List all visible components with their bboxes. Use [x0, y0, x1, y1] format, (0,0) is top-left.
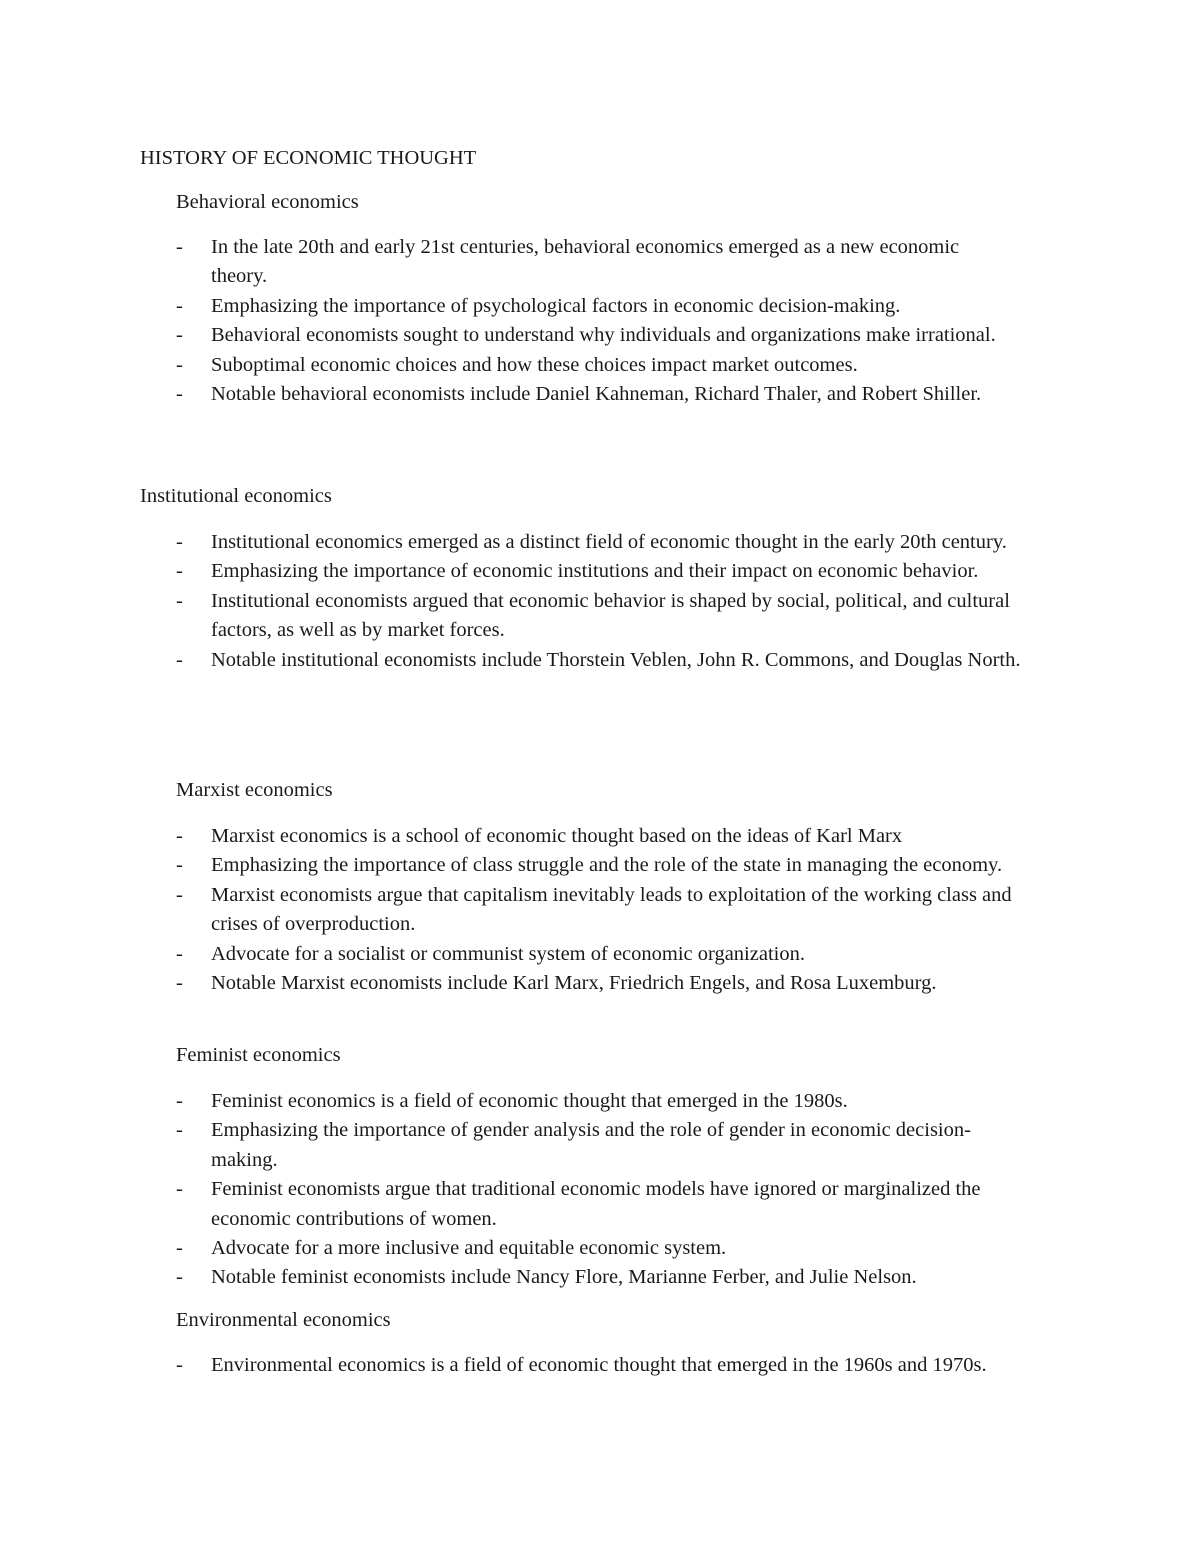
list-item: - Advocate for a more inclusive and equitable economic system. — [176, 1234, 1006, 1263]
list-item: - Feminist economics is a field of economic thought that emerged in the 1980s. — [176, 1087, 1006, 1116]
dash-bullet: - — [176, 294, 183, 317]
bullet-list-behavioral — [176, 233, 1006, 409]
dash-bullet: - — [176, 942, 183, 965]
dash-bullet: - — [176, 1266, 183, 1289]
section-heading-institutional: Institutional economics — [140, 485, 332, 507]
dash-bullet: - — [176, 1178, 183, 1201]
list-item: - Environmental economics is a field of economic thought that emerged in the 1960s and 1970s. — [176, 1351, 1046, 1380]
section-heading-feminist: Feminist economics — [176, 1044, 341, 1066]
list-item: - Notable feminist economists include Nancy Flore, Marianne Ferber, and Julie Nelson. — [176, 1263, 1006, 1292]
list-item: - Marxist economics is a school of economic thought based on the ideas of Karl Marx — [176, 822, 1046, 851]
dash-bullet: - — [176, 825, 183, 847]
dash-bullet: - — [176, 236, 183, 258]
list-item: - Feminist economists argue that traditional economic models have ignored or marginalized the economic contributions of women. — [176, 1175, 1006, 1234]
dash-bullet: - — [176, 589, 183, 612]
dash-bullet: - — [176, 1119, 183, 1142]
list-item: - Notable behavioral economists include Daniel Kahneman, Richard Thaler, and Robert Shiller. — [176, 380, 1006, 409]
list-item: - Emphasizing the importance of economic institutions and their impact on economic behavior. — [176, 557, 1026, 586]
dash-bullet: - — [176, 883, 183, 906]
dash-bullet: - — [176, 972, 183, 995]
bullet-list-marxist — [176, 822, 1046, 998]
list-item: - Marxist economists argue that capitalism inevitably leads to exploitation of the working class and crises of overproduction. — [176, 881, 1046, 940]
document-title: HISTORY OF ECONOMIC THOUGHT — [140, 147, 477, 169]
section-heading-behavioral: Behavioral economics — [176, 191, 359, 213]
dash-bullet: - — [176, 1354, 183, 1376]
dash-bullet: - — [176, 1090, 183, 1112]
list-item: - Notable institutional economists include Thorstein Veblen, John R. Commons, and Douglas North. — [176, 646, 1026, 675]
bullet-list-feminist — [176, 1087, 1006, 1293]
section-heading-environmental: Environmental economics — [176, 1309, 391, 1331]
section-heading-marxist: Marxist economics — [176, 779, 333, 801]
list-item: - Behavioral economists sought to understand why individuals and organizations make irrational. — [176, 321, 1006, 350]
dash-bullet: - — [176, 1237, 183, 1260]
list-item: - Advocate for a socialist or communist system of economic organization. — [176, 940, 1046, 969]
list-item: - Notable Marxist economists include Karl Marx, Friedrich Engels, and Rosa Luxemburg. — [176, 969, 1046, 998]
dash-bullet: - — [176, 531, 183, 553]
list-item: - Suboptimal economic choices and how these choices impact market outcomes. — [176, 351, 1006, 380]
list-item: - Institutional economics emerged as a distinct field of economic thought in the early 20th century. — [176, 528, 1026, 557]
list-item: - In the late 20th and early 21st centuries, behavioral economics emerged as a new economic theory. — [176, 233, 1006, 292]
dash-bullet: - — [176, 324, 183, 347]
list-item: - Emphasizing the importance of class struggle and the role of the state in managing the economy. — [176, 851, 1046, 880]
dash-bullet: - — [176, 648, 183, 671]
bullet-list-environmental — [176, 1351, 1046, 1380]
dash-bullet: - — [176, 383, 183, 406]
bullet-list-institutional — [176, 528, 1026, 675]
dash-bullet: - — [176, 560, 183, 583]
dash-bullet: - — [176, 854, 183, 877]
list-item: - Emphasizing the importance of psychological factors in economic decision-making. — [176, 292, 1006, 321]
list-item: - Emphasizing the importance of gender analysis and the role of gender in economic decision-making. — [176, 1116, 1006, 1175]
list-item: - Institutional economists argued that economic behavior is shaped by social, political, and cultural factors, as well as by market forces. — [176, 587, 1026, 646]
dash-bullet: - — [176, 353, 183, 376]
